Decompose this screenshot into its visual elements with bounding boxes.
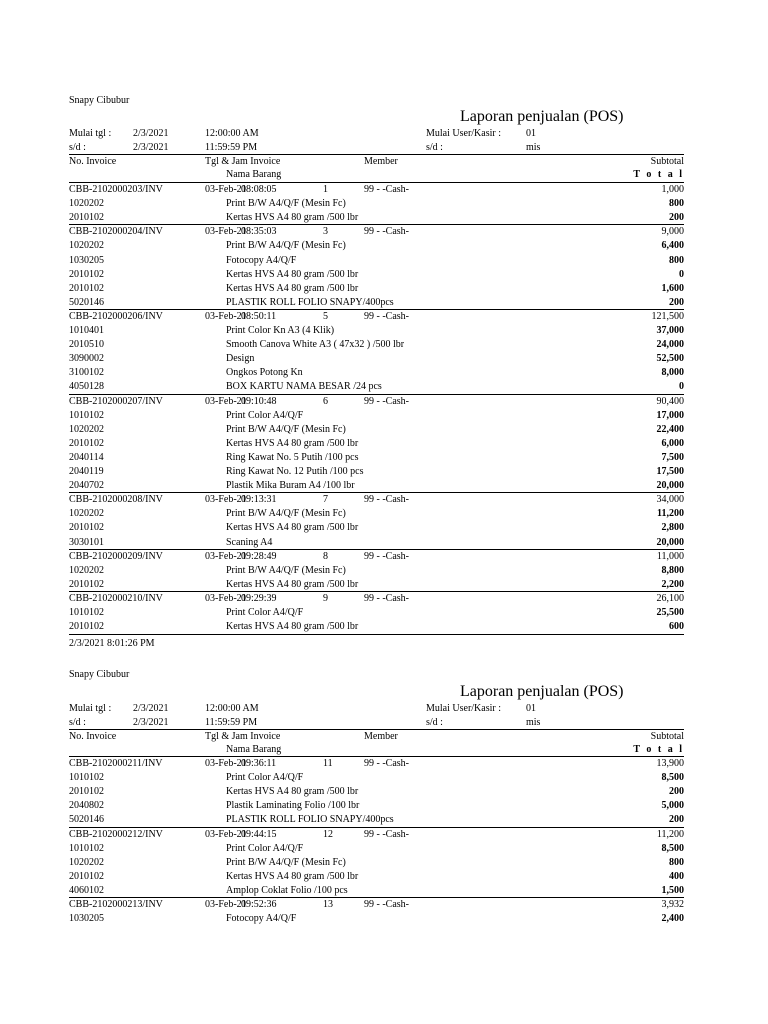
invoice-member: 99 - -Cash- (364, 828, 409, 840)
item-name: Kertas HVS A4 80 gram /500 lbr (226, 522, 359, 534)
invoice-date: 03-Feb-21 (205, 592, 247, 604)
invoice-row (0, 898, 768, 912)
invoice-number: CBB-2102000213/INV (69, 899, 163, 910)
invoice-time: 09:52:36 (241, 899, 277, 910)
item-name: Print B/W A4/Q/F (Mesin Fc) (226, 423, 346, 435)
item-total: 1,500 (661, 884, 684, 896)
item-name: BOX KARTU NAMA BESAR /24 pcs (226, 381, 382, 393)
item-row (0, 536, 768, 550)
invoice-time: 09:44:15 (241, 828, 277, 840)
item-code: 1020202 (69, 508, 104, 520)
invoice-member: 99 - -Cash- (364, 592, 409, 604)
item-name: Ring Kawat No. 5 Putih /100 pcs (226, 451, 359, 463)
invoice-date: 03-Feb-21 (205, 310, 247, 322)
item-code: 1030205 (69, 913, 104, 925)
item-code: 3100102 (69, 367, 104, 379)
invoice-number: CBB-2102000212/INV (69, 828, 163, 840)
invoice-row (0, 757, 768, 771)
user-value: 01 (526, 703, 536, 714)
item-name: Print Color Kn A3 (4 Klik) (226, 325, 335, 336)
sd-label: s/d : (69, 142, 86, 153)
item-name: Print B/W A4/Q/F (Mesin Fc) (226, 564, 346, 576)
item-total: 17,500 (656, 466, 684, 477)
item-total: 2,800 (661, 522, 684, 534)
invoice-number: CBB-2102000210/INV (69, 592, 163, 604)
invoice-subtotal: 34,000 (656, 494, 684, 506)
item-code: 1010102 (69, 607, 104, 618)
item-total: 200 (669, 212, 684, 224)
item-total: 8,500 (661, 772, 684, 784)
invoice-member: 99 - -Cash- (364, 550, 409, 562)
invoice-date: 03-Feb-21 (205, 226, 247, 238)
col-total: T o t a l (633, 744, 684, 755)
invoice-date: 03-Feb-21 (205, 828, 247, 840)
item-code: 2040114 (69, 451, 104, 463)
item-total: 24,000 (656, 339, 684, 351)
col-tgl: Tgl & Jam Invoice (205, 156, 281, 167)
item-code: 2010102 (69, 522, 104, 534)
mulai-time: 12:00:00 AM (205, 703, 259, 714)
invoice-seq: 5 (323, 310, 328, 322)
item-row (0, 465, 768, 479)
invoice-seq: 7 (323, 494, 328, 506)
invoice-subtotal: 11,200 (656, 828, 684, 840)
item-name: Print Color A4/Q/F (226, 842, 304, 854)
store-name: Snapy Cibubur (69, 669, 130, 680)
item-name: Print B/W A4/Q/F (Mesin Fc) (226, 508, 346, 520)
invoice-seq: 1 (323, 184, 328, 195)
user-sd-label: s/d : (426, 717, 443, 728)
invoice-row (0, 828, 768, 842)
invoice-seq: 6 (323, 395, 328, 407)
item-row (0, 437, 768, 451)
item-row (0, 912, 768, 926)
invoice-subtotal: 3,932 (661, 899, 684, 910)
item-name: Kertas HVS A4 80 gram /500 lbr (226, 578, 359, 590)
user-sd-value: mis (526, 142, 541, 153)
item-total: 6,000 (661, 437, 684, 449)
item-total: 800 (669, 254, 684, 266)
item-row (0, 856, 768, 870)
invoice-subtotal: 90,400 (656, 395, 684, 407)
item-row (0, 324, 768, 338)
item-row (0, 197, 768, 211)
item-total: 7,500 (661, 451, 684, 463)
sd-time: 11:59:59 PM (205, 717, 258, 728)
item-row (0, 366, 768, 380)
item-name: PLASTIK ROLL FOLIO SNAPY/400pcs (226, 814, 394, 826)
col-nama-barang: Nama Barang (226, 169, 282, 180)
item-total: 25,500 (656, 607, 684, 618)
item-name: Scaning A4 (226, 536, 273, 548)
item-code: 2010510 (69, 339, 104, 351)
header-divider (69, 729, 684, 730)
invoice-member: 99 - -Cash- (364, 758, 409, 769)
sd-value: 2/3/2021 (133, 717, 169, 728)
user-value: 01 (526, 128, 536, 139)
col-invoice: No. Invoice (69, 731, 117, 742)
item-name: Kertas HVS A4 80 gram /500 lbr (226, 212, 359, 224)
item-code: 1020202 (69, 856, 104, 868)
invoice-date: 03-Feb-21 (205, 494, 247, 506)
item-row (0, 479, 768, 493)
item-name: Ongkos Potong Kn (226, 367, 303, 379)
user-sd-value: mis (526, 717, 541, 728)
item-row (0, 282, 768, 296)
item-total: 5,000 (661, 800, 684, 812)
col-tgl: Tgl & Jam Invoice (205, 731, 281, 742)
invoice-seq: 11 (323, 758, 333, 769)
item-code: 2040119 (69, 466, 104, 477)
mulai-tgl-label: Mulai tgl : (69, 128, 112, 139)
invoice-row (0, 183, 768, 197)
invoice-number: CBB-2102000209/INV (69, 550, 163, 562)
item-total: 400 (669, 870, 684, 882)
item-row (0, 578, 768, 592)
item-total: 37,000 (656, 325, 684, 336)
item-code: 1010401 (69, 325, 104, 336)
invoice-time: 08:35:03 (241, 226, 277, 238)
item-code: 2010102 (69, 870, 104, 882)
item-total: 11,200 (657, 508, 684, 520)
invoice-subtotal: 26,100 (656, 592, 684, 604)
item-total: 52,500 (656, 353, 684, 365)
invoice-number: CBB-2102000206/INV (69, 310, 163, 322)
item-code: 4050128 (69, 381, 104, 393)
invoice-member: 99 - -Cash- (364, 494, 409, 506)
header-divider (69, 154, 684, 155)
col-total: T o t a l (633, 169, 684, 180)
item-code: 5020146 (69, 296, 104, 308)
print-timestamp: 2/3/2021 8:01:26 PM (69, 638, 155, 649)
item-total: 200 (669, 296, 684, 308)
mulai-time: 12:00:00 AM (205, 128, 259, 139)
item-code: 2010102 (69, 268, 104, 280)
item-name: Ring Kawat No. 12 Putih /100 pcs (226, 466, 364, 477)
mulai-tgl-value: 2/3/2021 (133, 703, 169, 714)
invoice-seq: 9 (323, 592, 328, 604)
invoice-date: 03-Feb-21 (205, 899, 247, 910)
item-row (0, 870, 768, 884)
store-name: Snapy Cibubur (69, 95, 130, 106)
report-title: Laporan penjualan (POS) (460, 683, 624, 700)
item-name: Kertas HVS A4 80 gram /500 lbr (226, 870, 359, 882)
item-row (0, 771, 768, 785)
invoice-member: 99 - -Cash- (364, 899, 409, 910)
item-row (0, 239, 768, 253)
invoice-seq: 13 (323, 899, 333, 910)
invoice-date: 03-Feb-21 (205, 550, 247, 562)
item-total: 20,000 (656, 536, 684, 548)
col-member: Member (364, 731, 398, 742)
item-name: Kertas HVS A4 80 gram /500 lbr (226, 282, 359, 294)
invoice-number: CBB-2102000203/INV (69, 184, 163, 195)
invoice-row (0, 395, 768, 409)
invoice-row (0, 493, 768, 507)
item-total: 8,500 (661, 842, 684, 854)
report-title: Laporan penjualan (POS) (460, 108, 624, 125)
item-total: 0 (679, 268, 684, 280)
item-name: Print B/W A4/Q/F (Mesin Fc) (226, 198, 346, 210)
item-row (0, 785, 768, 799)
invoice-member: 99 - -Cash- (364, 184, 409, 195)
item-name: Plastik Laminating Folio /100 lbr (226, 800, 360, 812)
item-code: 3090002 (69, 353, 104, 365)
invoice-date: 03-Feb-21 (205, 184, 247, 195)
item-name: Print B/W A4/Q/F (Mesin Fc) (226, 856, 346, 868)
item-code: 1020202 (69, 240, 104, 252)
item-name: Fotocopy A4/Q/F (226, 254, 297, 266)
invoice-seq: 12 (323, 828, 333, 840)
item-code: 2010102 (69, 621, 104, 633)
item-code: 2040702 (69, 480, 104, 492)
item-name: Smooth Canova White A3 ( 47x32 ) /500 lbr (226, 339, 405, 351)
invoice-row (0, 550, 768, 564)
invoice-time: 09:29:39 (241, 592, 277, 604)
item-total: 2,200 (661, 578, 684, 590)
item-total: 0 (679, 381, 684, 393)
invoice-subtotal: 121,500 (651, 310, 684, 322)
item-code: 2040802 (69, 800, 104, 812)
item-code: 2010102 (69, 282, 104, 294)
invoice-subtotal: 9,000 (661, 226, 684, 238)
item-total: 8,800 (661, 564, 684, 576)
mulai-tgl-label: Mulai tgl : (69, 703, 112, 714)
item-row (0, 423, 768, 437)
invoice-number: CBB-2102000207/INV (69, 395, 163, 407)
item-total: 200 (669, 814, 684, 826)
item-code: 1020202 (69, 198, 104, 210)
col-subtotal: Subtotal (650, 156, 684, 167)
item-total: 200 (669, 786, 684, 798)
item-total: 800 (669, 198, 684, 210)
item-code: 4060102 (69, 884, 104, 896)
item-row (0, 254, 768, 268)
item-row (0, 268, 768, 282)
item-name: Kertas HVS A4 80 gram /500 lbr (226, 437, 359, 449)
item-row (0, 380, 768, 394)
invoice-time: 09:10:48 (241, 395, 277, 407)
item-name: Design (226, 353, 255, 365)
item-row (0, 409, 768, 423)
item-name: Print Color A4/Q/F (226, 607, 304, 618)
invoice-number: CBB-2102000208/INV (69, 494, 163, 506)
user-label: Mulai User/Kasir : (426, 128, 501, 139)
item-code: 1020202 (69, 423, 104, 435)
item-name: Amplop Coklat Folio /100 pcs (226, 884, 348, 896)
item-total: 2,400 (661, 913, 684, 925)
invoice-time: 08:50:11 (241, 310, 277, 322)
item-code: 2010102 (69, 786, 104, 798)
invoice-number: CBB-2102000204/INV (69, 226, 163, 238)
item-row (0, 338, 768, 352)
item-row (0, 211, 768, 225)
invoice-row (0, 592, 768, 606)
item-code: 1020202 (69, 564, 104, 576)
col-member: Member (364, 156, 398, 167)
item-name: Kertas HVS A4 80 gram /500 lbr (226, 786, 359, 798)
item-name: Fotocopy A4/Q/F (226, 913, 297, 925)
item-total: 8,000 (661, 367, 684, 379)
item-code: 5020146 (69, 814, 104, 826)
invoice-time: 09:28:49 (241, 550, 277, 562)
item-row (0, 507, 768, 521)
col-invoice: No. Invoice (69, 156, 117, 167)
item-row (0, 352, 768, 366)
sd-value: 2/3/2021 (133, 142, 169, 153)
invoice-date: 03-Feb-21 (205, 395, 247, 407)
item-total: 800 (669, 856, 684, 868)
item-row (0, 842, 768, 856)
invoice-time: 09:13:31 (241, 494, 277, 506)
item-row (0, 564, 768, 578)
item-code: 2010102 (69, 212, 104, 224)
invoice-subtotal: 1,000 (661, 184, 684, 195)
invoice-divider (69, 634, 684, 635)
invoice-row (0, 310, 768, 324)
invoice-number: CBB-2102000211/INV (69, 758, 163, 769)
item-code: 1010102 (69, 409, 104, 421)
item-row (0, 620, 768, 634)
item-name: Kertas HVS A4 80 gram /500 lbr (226, 268, 359, 280)
invoice-time: 09:36:11 (241, 758, 277, 769)
item-total: 17,000 (656, 409, 684, 421)
item-name: Print Color A4/Q/F (226, 409, 304, 421)
sd-time: 11:59:59 PM (205, 142, 258, 153)
item-row (0, 606, 768, 620)
invoice-member: 99 - -Cash- (364, 310, 409, 322)
item-name: PLASTIK ROLL FOLIO SNAPY/400pcs (226, 296, 394, 308)
user-sd-label: s/d : (426, 142, 443, 153)
invoice-subtotal: 11,000 (656, 550, 684, 562)
invoice-subtotal: 13,900 (656, 758, 684, 769)
invoice-member: 99 - -Cash- (364, 395, 409, 407)
item-total: 1,600 (661, 282, 684, 294)
item-total: 22,400 (656, 423, 684, 435)
item-row (0, 451, 768, 465)
col-nama-barang: Nama Barang (226, 744, 282, 755)
item-name: Plastik Mika Buram A4 /100 lbr (226, 480, 355, 492)
item-row (0, 813, 768, 827)
sd-label: s/d : (69, 717, 86, 728)
invoice-seq: 8 (323, 550, 328, 562)
item-row (0, 521, 768, 535)
invoice-seq: 3 (323, 226, 328, 238)
item-total: 20,000 (656, 480, 684, 492)
item-total: 6,400 (661, 240, 684, 252)
item-name: Kertas HVS A4 80 gram /500 lbr (226, 621, 359, 633)
invoice-time: 08:08:05 (241, 184, 277, 195)
item-code: 2010102 (69, 578, 104, 590)
item-total: 600 (669, 621, 684, 633)
item-row (0, 799, 768, 813)
item-code: 3030101 (69, 536, 104, 548)
item-name: Print B/W A4/Q/F (Mesin Fc) (226, 240, 346, 252)
item-code: 2010102 (69, 437, 104, 449)
item-code: 1010102 (69, 842, 104, 854)
invoice-member: 99 - -Cash- (364, 226, 409, 238)
item-row (0, 296, 768, 310)
invoice-date: 03-Feb-21 (205, 758, 247, 769)
item-code: 1010102 (69, 772, 104, 784)
invoice-row (0, 225, 768, 239)
col-subtotal: Subtotal (650, 731, 684, 742)
item-row (0, 884, 768, 898)
user-label: Mulai User/Kasir : (426, 703, 501, 714)
mulai-tgl-value: 2/3/2021 (133, 128, 169, 139)
item-name: Print Color A4/Q/F (226, 772, 304, 784)
item-code: 1030205 (69, 254, 104, 266)
